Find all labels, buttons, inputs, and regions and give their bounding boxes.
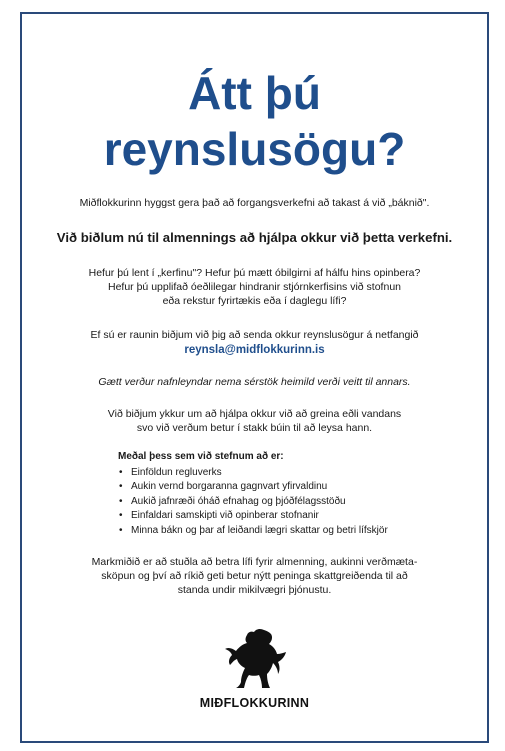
bullet-icon: • (119, 495, 123, 507)
help-line-2: svo við verðum betur í stakk búin til að leysa hann. (136, 422, 373, 434)
aim-text: Einfaldari samskipti við opinberar stofnanir (131, 510, 319, 522)
logo-wordmark: MIÐFLOKKURINN (199, 696, 310, 710)
headline-line-2: reynslusögu? (103, 123, 406, 175)
intro-text: Miðflokkurinn hyggst gera það að forgangsverkefni að takast á við „báknið". (79, 197, 430, 209)
headline-line-1: Átt þú (188, 67, 321, 119)
logo (22, 626, 487, 699)
help-line-1: Við biðjum ykkur um að hjálpa okkur við að greina eðli vandans (107, 408, 402, 420)
aims-title: Meðal þess sem við stefnum að er: (118, 451, 284, 462)
question-line-1: Hefur þú lent í „kerfinu"? Hefur þú mætt óbilgirni af hálfu hins opinbera? (88, 267, 421, 279)
aim-text: Minna bákn og þar af leiðandi lægri skattar og betri lífskjör (131, 524, 388, 536)
list-item (118, 495, 388, 510)
bullet-icon: • (119, 481, 123, 493)
horse-icon (220, 626, 290, 694)
email-link[interactable]: reynsla@midflokkurinn.is (184, 344, 325, 356)
list-item (118, 524, 388, 539)
list-item (118, 480, 388, 495)
goal-line-2: sköpun og því að ríkið geti betur nýtt peninga skattgreiðenda til að (101, 570, 408, 582)
list-item (118, 466, 388, 481)
aims-list (118, 466, 388, 539)
aim-text: Einföldun regluverks (131, 466, 222, 478)
call-to-public: Við biðlum nú til almennings að hjálpa okkur við þetta verkefni. (56, 230, 453, 245)
aim-text: Aukið jafnræði óháð efnahag og þjóðfélagsstöðu (131, 495, 346, 507)
aims-section (118, 450, 388, 539)
question-line-3: eða rekstur fyrirtækis eða í daglegu lífi? (162, 295, 347, 307)
ask-line: Ef sú er raunin biðjum við þig að senda okkur reynslusögur á netfangið (90, 329, 419, 341)
bullet-icon: • (119, 466, 123, 478)
list-item (118, 509, 388, 524)
question-line-2: Hefur þú upplifað óeðlilegar hindranir stjórnkerfisins við stofnun (108, 281, 401, 293)
aim-text: Aukin vernd borgaranna gagnvart yfirvaldinu (131, 481, 328, 493)
goal-line-1: Markmiðið er að stuðla að betra lífi fyrir almenning, aukinni verðmæta- (91, 556, 418, 568)
bullet-icon: • (119, 524, 123, 536)
goal-line-3: standa undir mikilvægri þjónustu. (177, 584, 332, 596)
page-border (20, 12, 489, 743)
bullet-icon: • (119, 510, 123, 522)
anonymity-note: Gætt verður nafnleyndar nema sérstök heimild verði veitt til annars. (98, 376, 411, 388)
